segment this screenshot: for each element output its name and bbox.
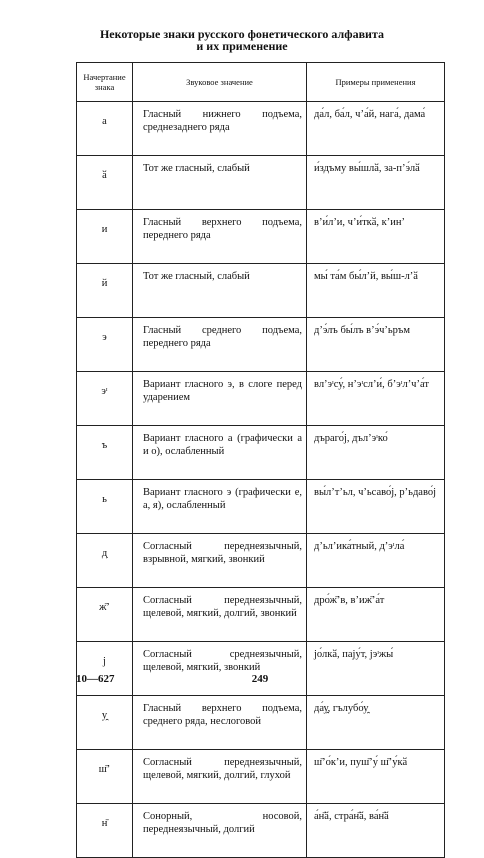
table-body bbox=[77, 102, 445, 858]
column-header-sign: Начертание знака bbox=[77, 63, 133, 102]
cell-sign: и bbox=[77, 210, 133, 264]
cell-example: да́у̯, гълубо́у̯ bbox=[307, 696, 445, 750]
document-title bbox=[0, 28, 484, 52]
column-header-sound: Звуковое значение bbox=[133, 63, 307, 102]
cell-sign: н̄ bbox=[77, 804, 133, 858]
table-row bbox=[77, 750, 445, 804]
cell-sound: Согласный переднеязычный, щелевой, мягкий, долгий, глухой bbox=[133, 750, 307, 804]
table-row bbox=[77, 156, 445, 210]
table-row bbox=[77, 642, 445, 696]
cell-sign: э bbox=[77, 318, 133, 372]
cell-example: вы́л’т’ьл, ч’ьсаво́j, р’ьдаво́j bbox=[307, 480, 445, 534]
cell-sign: ӑ bbox=[77, 156, 133, 210]
table-row bbox=[77, 696, 445, 750]
table-row bbox=[77, 210, 445, 264]
cell-sign: ь bbox=[77, 480, 133, 534]
cell-sound: Вариант гласного э, в слоге перед ударением bbox=[133, 372, 307, 426]
cell-sound: Тот же гласный, слабый bbox=[133, 156, 307, 210]
cell-sign: д̣ bbox=[77, 534, 133, 588]
cell-sign: у̯ bbox=[77, 696, 133, 750]
page-number: 249 bbox=[251, 673, 269, 685]
cell-sign: эᶦ bbox=[77, 372, 133, 426]
table-row bbox=[77, 372, 445, 426]
cell-example: jо́лкӑ, паjу́т, jэᶦжы́ bbox=[307, 642, 445, 696]
table-row bbox=[77, 264, 445, 318]
cell-sound: Вариант гласного а (графически а и о), ослабленный bbox=[133, 426, 307, 480]
cell-example: мы́ та́м бы́л’й, вы́ш-л’ӑ bbox=[307, 264, 445, 318]
title-line-2: и их применение bbox=[196, 39, 288, 53]
cell-sound: Гласный нижнего подъема, среднезаднего ряда bbox=[133, 102, 307, 156]
cell-sign: j bbox=[77, 642, 133, 696]
title-line-1: Некоторые знаки русского фонетического алфавита bbox=[99, 27, 385, 41]
cell-sound: Согласный переднеязычный, щелевой, мягкий, долгий, звонкий bbox=[133, 588, 307, 642]
table-row bbox=[77, 426, 445, 480]
column-header-examples: Примеры применения bbox=[307, 63, 445, 102]
cell-example: ш̄’о́к’и, пуш̄’у́ ш̄’у́кӑ bbox=[307, 750, 445, 804]
table-row bbox=[77, 534, 445, 588]
table-row bbox=[77, 804, 445, 858]
cell-sound: Сонорный, носовой, переднеязычный, долгий bbox=[133, 804, 307, 858]
cell-sound: Гласный среднего подъема, переднего ряда bbox=[133, 318, 307, 372]
cell-example: д’ьл’ика́тный, д’эᶦла́ bbox=[307, 534, 445, 588]
table-row bbox=[77, 102, 445, 156]
cell-sound: Согласный среднеязычный, щелевой, мягкий, звонкий bbox=[133, 642, 307, 696]
table-row bbox=[77, 588, 445, 642]
cell-sign: ж̄’ bbox=[77, 588, 133, 642]
cell-sound: Согласный переднеязычный, взрывной, мягкий, звонкий bbox=[133, 534, 307, 588]
cell-example: дро́ж̄’в, в’иж̄’а́т bbox=[307, 588, 445, 642]
cell-example: в’и́л’и, ч’и́ткӑ, к’ин’ bbox=[307, 210, 445, 264]
cell-example: д’э́лъ бы́лъ в’э́ч’ьръм bbox=[307, 318, 445, 372]
cell-sign: й bbox=[77, 264, 133, 318]
cell-sign: ъ bbox=[77, 426, 133, 480]
cell-sound: Тот же гласный, слабый bbox=[133, 264, 307, 318]
cell-sign: а bbox=[77, 102, 133, 156]
table-header-row bbox=[77, 63, 445, 102]
cell-example: и́здъму вы́шлӑ, за-п’э́лӑ bbox=[307, 156, 445, 210]
cell-sign: ш̄’ bbox=[77, 750, 133, 804]
table-row bbox=[77, 318, 445, 372]
cell-sound: Вариант гласного э (графически е, а, я), ослабленный bbox=[133, 480, 307, 534]
table-row bbox=[77, 480, 445, 534]
signature-mark: 10—627 bbox=[76, 673, 115, 685]
cell-example: а́н̄ӑ, стра́н̄ӑ, ва́н̄ӑ bbox=[307, 804, 445, 858]
cell-sound: Гласный верхнего подъема, переднего ряда bbox=[133, 210, 307, 264]
cell-example: дъраго́j, дъл’эᶦко́ bbox=[307, 426, 445, 480]
cell-example: вл’эᶦсу́, н’эᶦсл’и́, б’эᶦл’ч’а́т bbox=[307, 372, 445, 426]
cell-sound: Гласный верхнего подъема, среднего ряда, неслоговой bbox=[133, 696, 307, 750]
cell-example: да́л, ба́л, ч’а́й, нага́, дама́ bbox=[307, 102, 445, 156]
